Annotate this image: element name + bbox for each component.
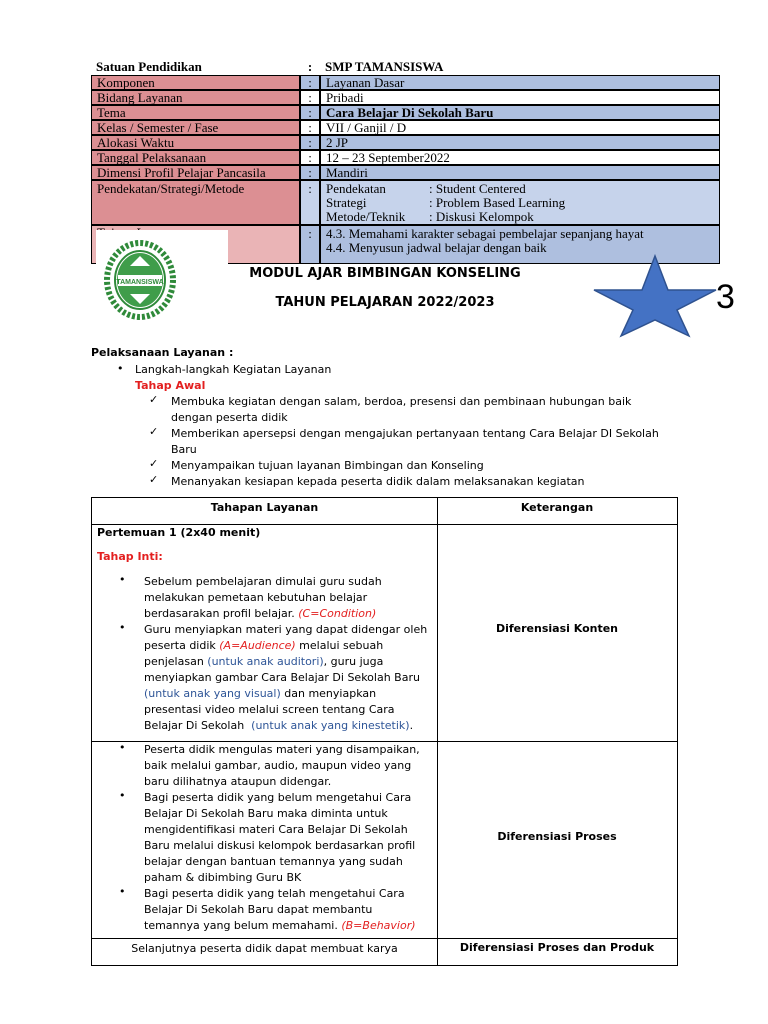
strategy-value: : Student Centered [429,181,526,196]
info-value: SMP TAMANSISWA [325,60,444,74]
langkah-label: Langkah-langkah Kegiatan Layanan [135,363,332,376]
tahap-inti-label: Tahap Inti: [97,550,163,563]
tahapan-table [91,497,678,966]
info-sep: : [300,165,320,180]
row1-bullet-1: Sebelum pembelajaran dimulai guru sudah melakukan pemetaan kebutuhan belajar berdasarakan profil belajar. (C=Condition) [144,575,382,620]
strategy-value: : Problem Based Learning [429,195,566,210]
document-title: MODUL AJAR BIMBINGAN KONSELING [249,266,521,281]
info-row-bidang [91,90,721,105]
strategy-key: Pendekatan [326,181,386,196]
bullet-icon: • [119,573,126,586]
info-row-tanggal [91,150,721,165]
bullet-icon: • [119,621,126,634]
pelaksanaan-heading: Pelaksanaan Layanan : [91,346,234,359]
info-value: Layanan Dasar [320,75,720,90]
ket-konten: Diferensiasi Konten [495,622,619,635]
info-label: Alokasi Waktu [91,135,300,150]
info-sep: : [300,105,320,120]
ket-proses: Diferensiasi Proses [497,830,617,843]
strategy-key: Strategi [326,195,367,210]
check-line: dengan peserta didik [171,411,288,424]
tujuan-line: 4.4. Menyusun jadwal belajar dengan baik [326,240,547,255]
row2-bullet-1: Peserta didik mengulas materi yang disampaikan, baik melalui gambar, audio, maupun video yang baru dilihatnya ataupun didengar. [144,743,420,788]
pertemuan-label: Pertemuan 1 (2x40 menit) [97,526,261,539]
logo-text: TAMANSISWA [116,279,164,286]
check-icon: ✓ [149,393,159,406]
info-row-tema [91,105,721,120]
info-label: Pendekatan/Strategi/Metode [91,180,300,225]
tahap-awal-label: Tahap Awal [135,379,206,392]
info-value: Pribadi [320,90,720,105]
check-line: Membuka kegiatan dengan salam, berdoa, presensi dan pembinaan hubungan baik [171,395,632,408]
info-sep: : [300,90,320,105]
info-value [320,180,720,225]
tujuan-line: 4.3. Memahami karakter sebagai pembelajar sepanjang hayat [326,226,644,241]
info-value: Mandiri [320,165,720,180]
bullet-icon: • [117,362,124,375]
header-tahapan: Tahapan Layanan [210,501,319,514]
info-sep: : [300,75,320,90]
check-icon: ✓ [149,473,159,486]
behavior-tag: (B=Behavior) [341,919,416,932]
info-sep: : [300,120,320,135]
check-icon: ✓ [149,425,159,438]
row2-bullet-3: Bagi peserta didik yang telah mengetahui Cara Belajar Di Sekolah Baru dapat membantu temannya yang belum memahami. (B=Behavior) [144,887,416,932]
ket-proses-produk: Diferensiasi Proses dan Produk [459,941,655,954]
info-value: 12 – 23 September2022 [320,150,720,165]
info-row-komponen [91,75,721,90]
info-row-kelas [91,120,721,135]
info-label: Satuan Pendidikan [96,60,202,74]
info-label: Kelas / Semester / Fase [91,120,300,135]
bullet-icon: • [119,789,126,802]
strategy-value: : Diskusi Kelompok [429,209,534,224]
strategy-key: Metode/Teknik [326,209,406,224]
info-label: Tema [91,105,300,120]
kinestetik-tag: (untuk anak yang kinestetik) [251,719,410,732]
info-label: Dimensi Profil Pelajar Pancasila [91,165,300,180]
info-value: VII / Ganjil / D [320,120,720,135]
info-sep: : [307,60,313,74]
star-number: 3 [716,278,735,316]
info-label: Komponen [91,75,300,90]
row3-text: Selanjutnya peserta didik dapat membuat karya [131,942,398,955]
info-row-dimensi [91,165,721,180]
info-sep: : [300,180,320,225]
auditori-tag: (untuk anak auditori) [207,655,324,668]
bullet-icon: • [119,741,126,754]
visual-tag: (untuk anak yang visual) [144,687,281,700]
check-line: Baru [171,443,197,456]
row1-bullet-2: Guru menyiapkan materi yang dapat didengar oleh peserta didik (A=Audience) melalui sebuah penjelasan (untuk anak auditori), guru juga menyiapkan gambar Cara Belajar Di Sekolah Baru (untuk anak yang visual) dan menyiapkan presentasi video melalui screen tentang Cara Belajar Di Sekolah (untuk anak yang kinestetik). [144,623,428,732]
info-sep: : [300,150,320,165]
check-item: Menyampaikan tujuan layanan Bimbingan dan Konseling [171,459,484,472]
check-icon: ✓ [149,457,159,470]
info-label: Bidang Layanan [91,90,300,105]
academic-year: TAHUN PELAJARAN 2022/2023 [275,295,495,310]
info-label: Tanggal Pelaksanaan [91,150,300,165]
info-sep: : [300,135,320,150]
info-value: 2 JP [320,135,720,150]
check-item: Menanyakan kesiapan kepada peserta didik dalam melaksanakan kegiatan [171,475,585,488]
audience-tag: (A=Audience) [219,639,296,652]
info-sep: : [300,225,320,264]
star-icon [592,254,718,338]
info-row-satuan [91,60,721,75]
condition-tag: (C=Condition) [298,607,377,620]
check-item [171,426,681,458]
check-item [171,394,681,426]
check-line: Memberikan apersepsi dengan mengajukan pertanyaan tentang Cara Belajar DI Sekolah [171,427,659,440]
row2-bullet-2: Bagi peserta didik yang belum mengetahui Cara Belajar Di Sekolah Baru maka diminta untuk mengidentifikasi materi Cara Belajar Di Sekolah Baru melalui diskusi kelompok berdasarkan profil belajar dengan bantuan temannya yang sudah paham & dibimbing Guru BK [144,791,416,884]
header-keterangan: Keterangan [520,501,594,514]
info-row-pendekatan [91,180,721,225]
info-row-alokasi [91,135,721,150]
info-value: Cara Belajar Di Sekolah Baru [320,105,720,120]
bullet-icon: • [119,885,126,898]
